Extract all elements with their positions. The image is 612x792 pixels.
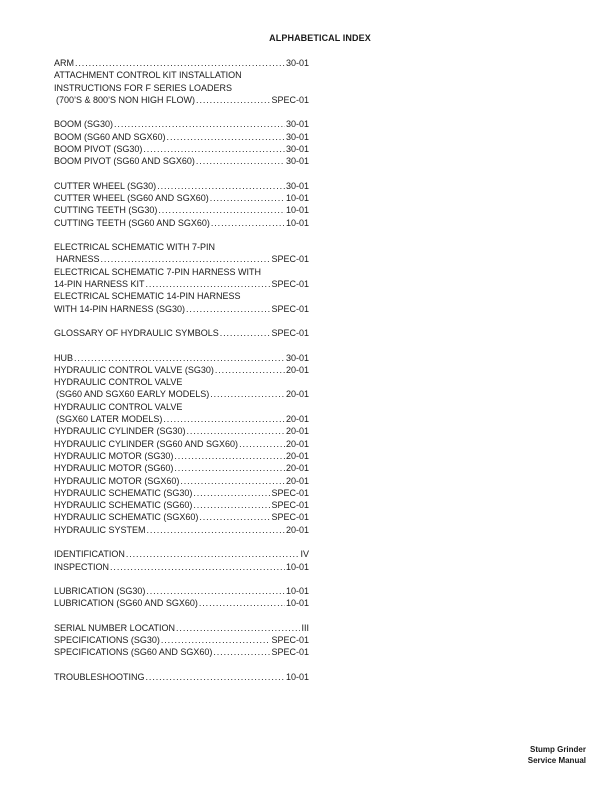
dot-leader [210,388,285,400]
index-entry-page: 10-01 [285,561,309,572]
index-entry-page: 10-01 [285,598,309,609]
dot-leader [213,646,270,658]
index-entry [54,352,309,364]
index-entry [54,511,309,523]
index-entry-title: IDENTIFICATION [54,549,125,560]
index-group [54,57,309,106]
dot-leader [147,524,285,536]
index-entry-page: 20-01 [285,524,309,535]
dot-leader [239,438,285,450]
dot-leader [199,597,285,609]
index-entry [54,413,309,425]
index-group [54,585,309,610]
index-entry-title: 14-PIN HARNESS KIT [54,279,145,290]
index-entry-page: SPEC-01 [271,635,309,646]
index-entry-title: WITH 14-PIN HARNESS (SG30) [54,303,186,314]
index-entry-page: SPEC-01 [271,328,309,339]
index-entry-title: HARNESS [56,254,100,265]
index-entry-title: ELECTRICAL SCHEMATIC WITH 7-PIN [54,242,216,253]
index-entry-page: 20-01 [285,389,309,400]
index-entry-page: SPEC-01 [271,512,309,523]
index-entry-page: 30-01 [285,119,309,130]
index-entry-title: (SG60 AND SGX60 EARLY MODELS) [56,389,210,400]
index-entry-title: HYDRAULIC CONTROL VALVE [54,377,183,388]
index-group [54,622,309,659]
index-entry-title: GLOSSARY OF HYDRAULIC SYMBOLS [54,328,219,339]
index-entry-page: 30-01 [285,180,309,191]
dot-leader [193,487,270,499]
dot-leader [157,180,285,192]
index-entry [54,425,309,437]
index-entry-title: HYDRAULIC CYLINDER (SG60 AND SGX60) [54,438,239,449]
dot-leader [187,425,285,437]
index-entry-title: BOOM (SG30) [54,119,114,130]
index-entry-title: (700’S & 800’S NON HIGH FLOW) [56,94,196,105]
footer-manual-name: Service Manual [527,756,586,765]
index-group [54,118,309,167]
index-entry-page: SPEC-01 [271,487,309,498]
dot-leader [146,585,285,597]
index-entry-page: SPEC-01 [271,279,309,290]
alphabetical-index-list [54,57,309,695]
dot-leader [146,278,271,290]
index-entry [54,155,309,167]
index-entry-title: (SGX60 LATER MODELS) [56,414,163,425]
index-entry-title: BOOM (SG60 AND SGX60) [54,131,166,142]
index-entry-page: III [301,622,309,633]
dot-leader [199,511,270,523]
dot-leader [158,204,285,216]
dot-leader [210,192,285,204]
index-group [54,180,309,229]
index-entry-title: LUBRICATION (SG30) [54,586,146,596]
index-entry-title: CUTTING TEETH (SG30) [54,205,158,216]
index-entry-title: HYDRAULIC SCHEMATIC (SG30) [54,487,193,498]
index-entry [54,462,309,474]
dot-leader [196,94,270,106]
index-entry [54,646,309,658]
dot-leader [196,155,285,167]
index-entry [54,217,309,229]
index-entry-page: 20-01 [285,463,309,474]
index-entry-title: TROUBLESHOOTING [54,671,145,682]
index-entry-page: 10-01 [285,193,309,204]
dot-leader [74,352,285,364]
index-entry [54,82,309,94]
index-entry-title: HUB [54,352,74,363]
index-entry [54,548,309,560]
index-entry-page: 20-01 [285,450,309,461]
dot-leader [174,462,285,474]
dot-leader [110,561,285,573]
index-entry-title: LUBRICATION (SG60 AND SGX60) [54,598,198,609]
dot-leader [163,413,285,425]
dot-leader [180,475,285,487]
index-group [54,548,309,573]
footer [528,744,586,766]
index-entry-title: ARM [54,58,74,68]
dot-leader [220,327,271,339]
index-entry [54,401,309,413]
dot-leader [161,634,271,646]
dot-leader [211,217,285,229]
index-entry [54,487,309,499]
index-entry-page: 20-01 [285,438,309,449]
index-entry [54,253,309,265]
index-entry-title: CUTTER WHEEL (SG30) [54,180,157,191]
index-entry-page: 10-01 [285,205,309,216]
index-entry [54,143,309,155]
index-entry [54,364,309,376]
index-entry-title: HYDRAULIC SCHEMATIC (SGX60) [54,512,199,523]
index-entry-page: SPEC-01 [271,94,309,105]
index-entry [54,266,309,278]
index-entry [54,597,309,609]
dot-leader [186,303,270,315]
index-entry-title: HYDRAULIC SCHEMATIC (SG60) [54,500,193,511]
index-entry-title: HYDRAULIC CYLINDER (SG30) [54,426,186,437]
index-entry-title: HYDRAULIC SYSTEM [54,524,146,535]
index-entry [54,499,309,511]
footer-product-name: Stump Grinder [529,745,586,754]
index-entry [54,327,309,339]
index-group [54,327,309,339]
index-entry [54,57,309,69]
index-entry-title: ELECTRICAL SCHEMATIC 14-PIN HARNESS [54,291,241,302]
dot-leader [143,143,285,155]
index-entry-page: SPEC-01 [271,647,309,658]
index-entry [54,118,309,130]
dot-leader [167,131,285,143]
dot-leader [174,450,285,462]
index-entry [54,634,309,646]
index-entry [54,438,309,450]
index-entry [54,303,309,315]
index-entry-page: SPEC-01 [271,303,309,314]
dot-leader [215,364,285,376]
dot-leader [126,548,300,560]
index-group [54,671,309,683]
index-entry-title: INSPECTION [54,561,110,572]
index-entry [54,278,309,290]
index-entry-title: BOOM PIVOT (SG30) [54,143,143,154]
index-entry [54,241,309,253]
index-entry [54,622,309,634]
index-entry-title: ELECTRICAL SCHEMATIC 7-PIN HARNESS WITH [54,266,262,277]
index-entry-page: 20-01 [285,475,309,486]
index-entry-page: 20-01 [285,414,309,425]
index-entry [54,585,309,597]
index-entry-title: INSTRUCTIONS FOR F SERIES LOADERS [54,82,233,93]
dot-leader [114,118,285,130]
index-entry-title: ATTACHMENT CONTROL KIT INSTALLATION [54,70,242,81]
index-entry [54,561,309,573]
index-entry-page: 10-01 [285,217,309,228]
index-entry [54,180,309,192]
index-entry [54,94,309,106]
index-entry [54,524,309,536]
index-entry-title: SPECIFICATIONS (SG60 AND SGX60) [54,647,213,658]
dot-leader [75,57,285,69]
index-entry-page: SPEC-01 [271,254,309,265]
index-entry-title: SPECIFICATIONS (SG30) [54,635,160,646]
index-entry-page: 30-01 [285,143,309,154]
index-entry-page: 10-01 [285,586,309,596]
index-entry-title: SERIAL NUMBER LOCATION [54,622,176,633]
index-entry-title: CUTTER WHEEL (SG60 AND SGX60) [54,193,209,204]
index-entry [54,192,309,204]
index-entry-page: 10-01 [285,671,309,682]
index-entry [54,290,309,302]
dot-leader [146,671,285,683]
index-entry-page: IV [300,549,309,560]
index-group [54,241,309,315]
index-entry [54,131,309,143]
index-entry [54,388,309,400]
index-group [54,352,309,536]
index-entry [54,204,309,216]
index-entry-title: BOOM PIVOT (SG60 AND SGX60) [54,156,195,167]
index-entry-page: SPEC-01 [271,500,309,511]
dot-leader [193,499,270,511]
index-entry-title: HYDRAULIC MOTOR (SG60) [54,463,174,474]
index-entry-page: 30-01 [285,131,309,142]
dot-leader [101,253,271,265]
index-entry-page: 20-01 [285,426,309,437]
index-entry-page: 20-01 [285,364,309,375]
index-entry [54,450,309,462]
index-entry-title: CUTTING TEETH (SG60 AND SGX60) [54,217,210,228]
index-entry-title: HYDRAULIC MOTOR (SGX60) [54,475,180,486]
dot-leader [176,622,300,634]
page-title: ALPHABETICAL INDEX [269,33,371,43]
index-entry-title: HYDRAULIC CONTROL VALVE (SG30) [54,364,214,375]
index-entry-page: 30-01 [285,156,309,167]
index-entry [54,475,309,487]
index-entry-title: HYDRAULIC MOTOR (SG30) [54,450,174,461]
index-entry-page: 30-01 [285,352,309,363]
index-entry [54,671,309,683]
index-entry [54,376,309,388]
index-entry-title: HYDRAULIC CONTROL VALVE [54,401,183,412]
index-entry [54,69,309,81]
index-entry-page: 30-01 [285,58,309,68]
